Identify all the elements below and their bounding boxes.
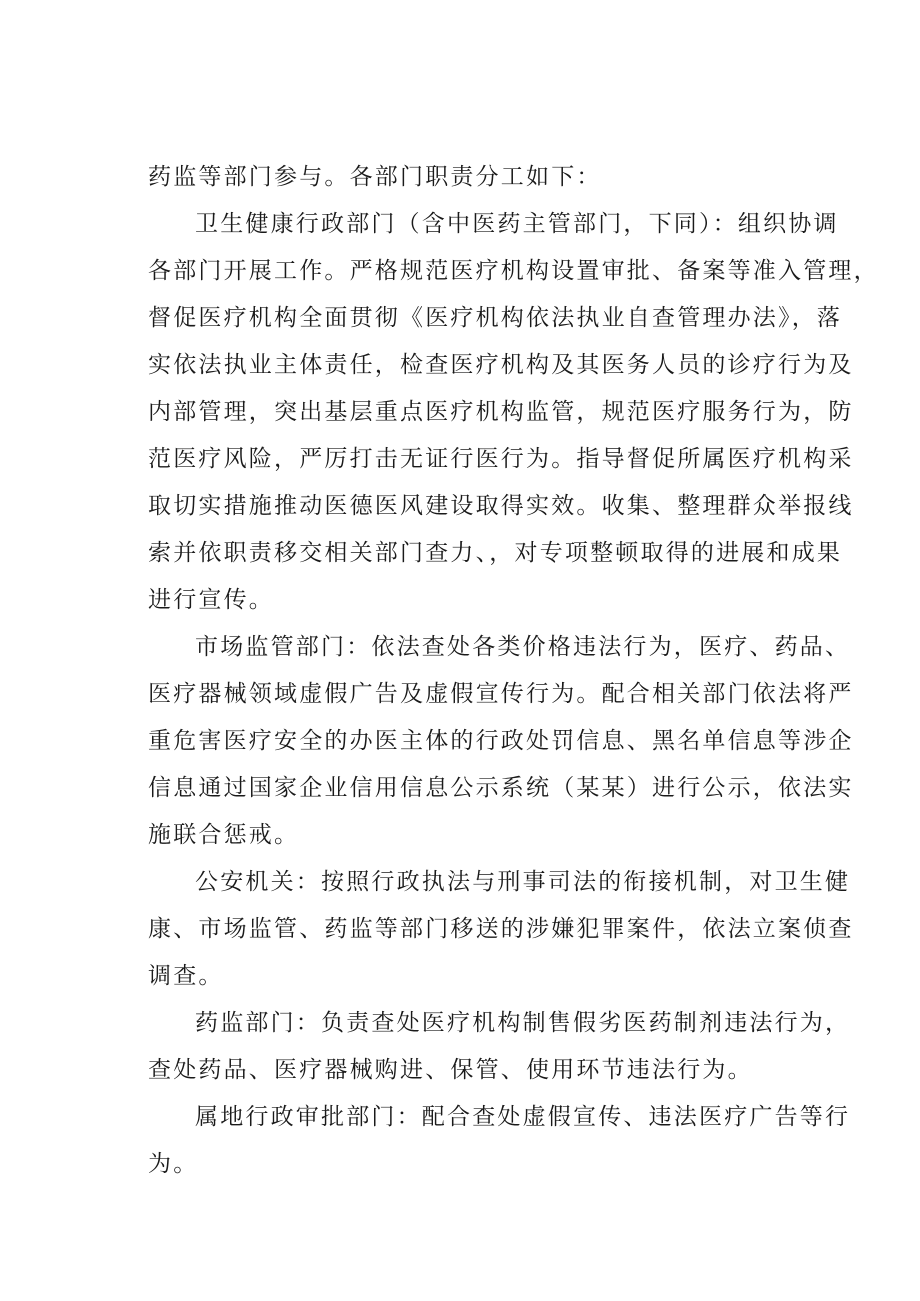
text-line: 为。 <box>148 1151 199 1177</box>
text-line: 卫生健康行政部门（含中医药主管部门，下同）：组织协调 <box>195 211 839 237</box>
text-line: 取切实措施推动医德医风建设取得实效。收集、整理群众举报线 <box>148 493 854 519</box>
text-line: 医疗器械领域虚假广告及虚假宣传行为。配合相关部门依法将严 <box>148 681 854 707</box>
text-line: 实依法执业主体责任，检查医疗机构及其医务人员的诊疗行为及 <box>148 352 854 378</box>
text-line: 公安机关：按照行政执法与刑事司法的衔接机制，对卫生健 <box>195 869 851 895</box>
text-line: 药监部门：负责查处医疗机构制售假劣医药制剂违法行为， <box>195 1010 851 1036</box>
text-line: 重危害医疗安全的办医主体的行政处罚信息、黑名单信息等涉企 <box>148 728 854 754</box>
text-line: 调查。 <box>148 963 224 989</box>
text-line: 查处药品、医疗器械购进、保管、使用环节违法行为。 <box>148 1057 753 1083</box>
text-line: 索并依职责移交相关部门查力、，对专项整顿取得的进展和成果 <box>148 540 843 566</box>
text-line: 市场监管部门：依法查处各类价格违法行为，医疗、药品、 <box>195 634 851 660</box>
text-line: 范医疗风险，严厉打击无证行医行为。指导督促所属医疗机构采 <box>148 446 854 472</box>
text-line: 内部管理，突出基层重点医疗机构监管，规范医疗服务行为，防 <box>148 399 854 425</box>
text-line: 属地行政审批部门：配合查处虚假宣传、违法医疗广告等行 <box>195 1104 851 1130</box>
text-line: 康、市场监管、药监等部门移送的涉嫌犯罪案件，依法立案侦查 <box>148 916 854 942</box>
document-body <box>148 154 879 1188</box>
text-line: 各部门开展工作。严格规范医疗机构设置审批、备案等准入管理， <box>148 258 879 284</box>
text-line: 施联合惩戒。 <box>148 822 300 848</box>
text-line: 进行宣传。 <box>148 587 274 613</box>
text-line: 督促医疗机构全面贯彻《医疗机构依法执业自查管理办法》，落 <box>148 305 843 331</box>
text-line: 信息通过国家企业信用信息公示系统（某某）进行公示，依法实 <box>148 775 854 801</box>
text-line: 药监等部门参与。各部门职责分工如下： <box>148 164 602 190</box>
